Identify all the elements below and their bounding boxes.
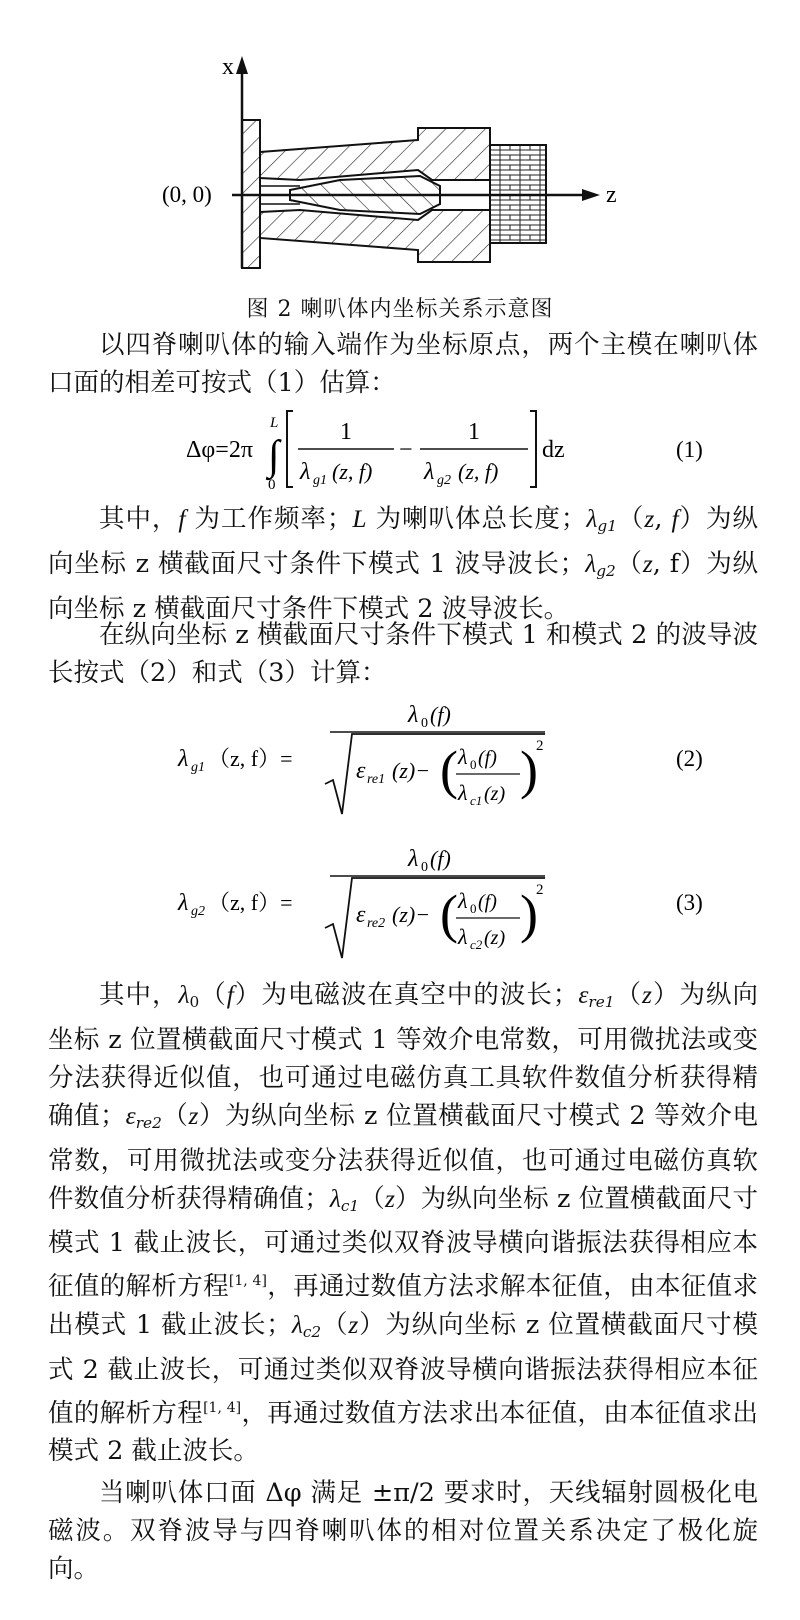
eq3-number: (3) [676,890,703,915]
svg-text:λ: λ [178,746,189,772]
eq3-frac-den: (z) [484,927,506,949]
svg-text:c1: c1 [470,793,483,808]
svg-text:): ) [520,884,538,944]
equation-2-svg [0,694,800,824]
svg-text:λ: λ [458,780,468,805]
eq1-den-1: (z, f) [332,459,373,484]
eq1-lower-limit: 0 [268,477,276,491]
svg-text:∫: ∫ [268,433,280,479]
eq1-upper-limit: L [270,415,279,431]
paragraph-1: 以四脊喇叭体的输入端作为坐标原点，两个主模在喇叭体口面的相差可按式（1）估算： [48,330,758,398]
paragraph-3: 在纵向坐标 z 横截面尺寸条件下模式 1 和模式 2 的波导波长按式（2）和式（3）计算： [48,620,758,688]
svg-text:λ: λ [300,459,311,485]
eq2-num: (f) [430,702,451,727]
eq3-lhs: （z, f）= [208,890,293,915]
eq2-number: (2) [676,746,703,771]
origin-label: (0, 0) [162,182,212,207]
svg-text:−: − [399,437,413,463]
eq1-lhs: Δφ=2π [186,437,253,463]
eq1-number: (1) [676,437,703,462]
svg-text:λ: λ [458,888,468,913]
figure-caption: 图 2 喇叭体内坐标关系示意图 [246,297,554,322]
svg-text:g1: g1 [191,760,205,775]
svg-text:g1: g1 [313,473,327,488]
eq3-eps: (z)− [392,902,431,927]
equation-3 [0,838,800,968]
equation-3-svg [0,838,800,968]
eq3-frac-num: (f) [478,891,497,913]
figure-horn-coordinate-diagram [0,0,800,290]
svg-text:): ) [520,740,538,800]
svg-text:2: 2 [536,738,544,754]
paragraph-2: 其中，f 为工作频率；L 为喇叭体总长度；$\lambda_{g1}(z$, f）为纵向坐标 z 横截面尺寸条件下模式 1 波导波长；$\lambda_{g2}(z$, f）为纵向坐标 z 横截面尺寸条件下模式 2 波导波长。 [48,504,758,624]
svg-text:ε: ε [356,902,366,928]
svg-text:0: 0 [470,757,477,772]
svg-text:0: 0 [421,716,428,731]
eq1-tail: dz [542,437,565,463]
paragraph-5: 当喇叭体口面 Δφ 满足 ±π/2 要求时，天线辐射圆极化电磁波。双脊波导与四脊喇叭体的相对位置关系决定了极化旋向。 [48,1478,758,1584]
svg-text:λ: λ [424,459,435,485]
svg-text:0: 0 [470,901,477,916]
equation-2 [0,694,800,824]
eq1-den-2: (z, f) [458,459,499,484]
svg-text:(: ( [440,740,458,800]
horn-upper-wall [260,128,490,180]
eq2-frac-num: (f) [478,747,497,769]
svg-text:re2: re2 [367,916,386,931]
eq3-num: (f) [430,846,451,871]
citation-2[interactable]: [1, 4] [203,1399,242,1416]
horn-lower-wall [260,210,490,262]
x-axis-label: x [222,54,234,80]
x-axis-arrow [236,56,248,74]
paragraph-4: 其中，$\lambda_0(f)$为电磁波在真空中的波长；$\varepsilon_{re1}(z)$为纵向坐标 z 位置横截面尺寸模式 1 等效介电常数，可用微扰法或变分法获得近似值，也可通过电磁仿真工具软件数值分析获得精确值；$\varepsilon_{re2}(z)$为纵向坐标 z 位置横截面尺寸模式 2 等效介电常数，可用微扰法或变分法获得近似值，也可通过电磁仿真软件数值分析获得精确值；$\lambda_{c1}(z)$为纵向坐标 z 位置横截面尺寸模式 1 截止波长，可通过类似双脊波导横向谐振法获得相应本征值的解析方程[1, 4]，再通过数值方法求解本征值，由本征值求出模式 1 截止波长；$\lambda_{c2}(z)$为纵向坐标 z 位置横截面尺寸模式 2 截止波长，可通过类似双脊波导横向谐振法获得相应本征值的解析方程[1, 4]，再通过数值方法求出本征值，由本征值求出模式 2 截止波长。 [48,980,758,1467]
z-axis-arrow [582,189,600,201]
svg-text:re1: re1 [367,772,386,787]
eq1-num-2: 1 [468,419,480,445]
z-axis-label: z [606,182,617,208]
equation-1-svg [0,405,800,491]
svg-text:λ: λ [178,890,189,916]
eq2-lhs: （z, f）= [208,746,293,771]
svg-text:λ: λ [458,744,468,769]
eq2-frac-den: (z) [484,783,506,805]
svg-text:λ: λ [458,924,468,949]
equation-1 [0,405,800,491]
eq1-num-1: 1 [340,419,352,445]
svg-text:ε: ε [356,758,366,784]
citation-1[interactable]: [1, 4] [228,1273,267,1290]
svg-text:λ: λ [408,702,419,728]
svg-text:g2: g2 [191,904,205,919]
svg-text:c2: c2 [470,937,483,952]
svg-text:g2: g2 [437,473,451,488]
eq2-eps: (z)− [392,758,431,783]
svg-text:(: ( [440,884,458,944]
svg-text:λ: λ [408,846,419,872]
svg-text:2: 2 [536,882,544,898]
svg-text:0: 0 [421,860,428,875]
